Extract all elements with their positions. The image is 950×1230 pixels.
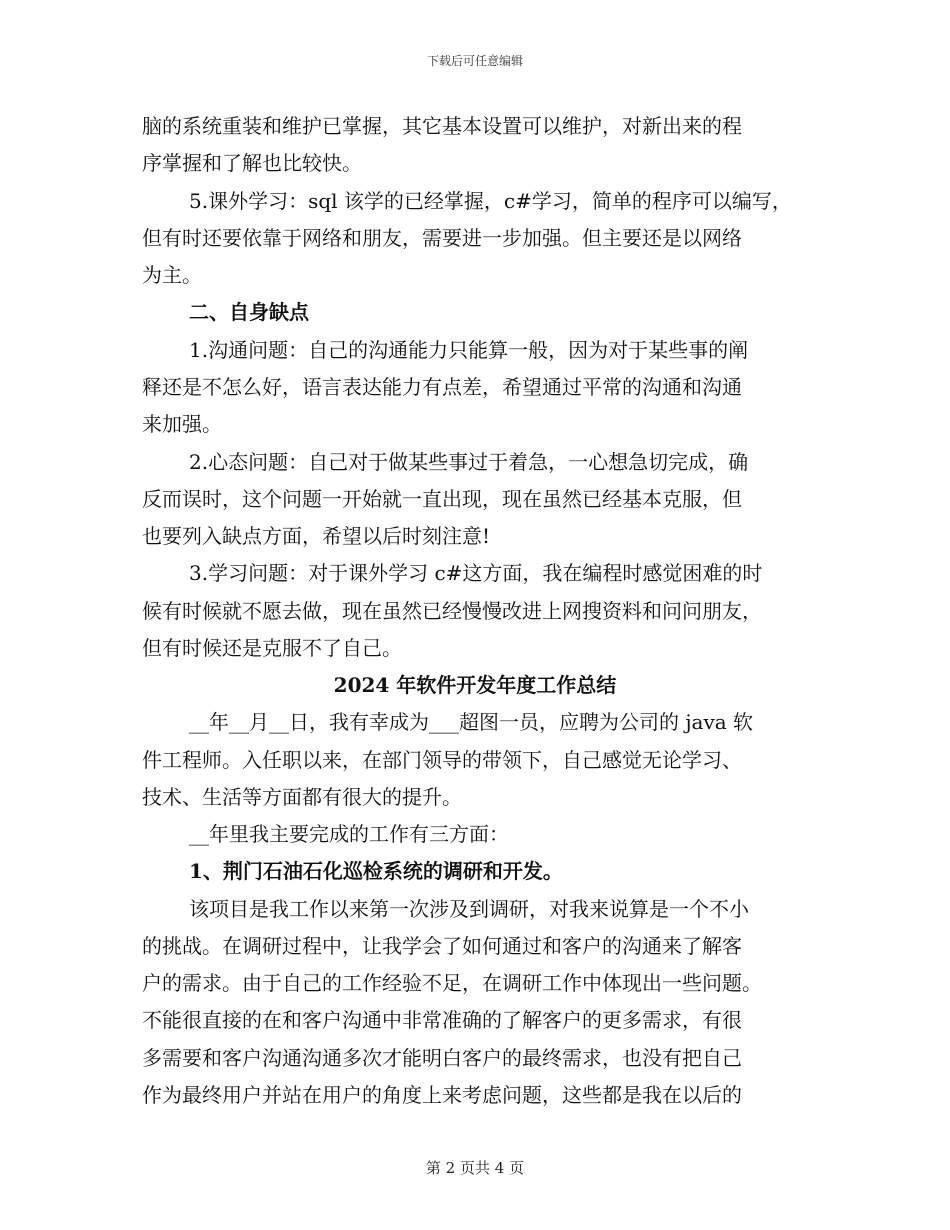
paragraph-line: 但有时还要依靠于网络和朋友，需要进一步加强。但主要还是以网络 — [142, 226, 742, 250]
paragraph-line: 反而误时，这个问题一开始就一直出现，现在虽然已经基本克服，但 — [142, 487, 742, 511]
paragraph-line: 的挑战。在调研过程中，让我学会了如何通过和客户的沟通来了解客 — [142, 934, 742, 958]
paragraph-line: 1.沟通问题：自己的沟通能力只能算一般，因为对于某些事的阐 — [189, 338, 749, 362]
paragraph-line: 脑的系统重装和维护已掌握，其它基本设置可以维护，对新出来的程 — [142, 114, 742, 138]
paragraph-line: 但有时候还是克服不了自己。 — [142, 636, 402, 660]
section-heading: 二、自身缺点 — [189, 300, 309, 324]
paragraph-line: 该项目是我工作以来第一次涉及到调研，对我来说算是一个不小 — [189, 897, 749, 921]
page-header: 下载后可任意编辑 — [426, 54, 523, 68]
paragraph-line: __年__月__日，我有幸成为___超图一员，应聘为公司的 java 软 — [189, 710, 754, 734]
paragraph-line: 多需要和客户沟通沟通多次才能明白客户的最终需求，也没有把自己 — [142, 1046, 742, 1070]
page-footer: 第 2 页共 4 页 — [425, 1159, 525, 1177]
paragraph-line: 释还是不怎么好，语言表达能力有点差，希望通过平常的沟通和沟通 — [142, 375, 742, 399]
section-heading: 1、荆门石油石化巡检系统的调研和开发。 — [189, 859, 563, 883]
paragraph-line: 也要列入缺点方面，希望以后时刻注意! — [142, 524, 491, 548]
document-title: 2024 年软件开发年度工作总结 — [333, 673, 617, 697]
paragraph-line: 来加强。 — [142, 412, 222, 436]
paragraph-line: 2.心态问题：自己对于做某些事过于着急，一心想急切完成，确 — [189, 450, 749, 474]
paragraph-line: 为主。 — [142, 263, 202, 287]
paragraph-line: 件工程师。入任职以来，在部门领导的带领下，自己感觉无论学习、 — [142, 748, 742, 772]
paragraph-line: 序掌握和了解也比较快。 — [142, 151, 362, 175]
paragraph-line: 作为最终用户并站在用户的角度上来考虑问题，这些都是我在以后的 — [142, 1083, 742, 1107]
paragraph-line: __年里我主要完成的工作有三方面： — [189, 822, 509, 846]
paragraph-line: 不能很直接的在和客户沟通中非常准确的了解客户的更多需求，有很 — [142, 1008, 742, 1032]
paragraph-line: 户的需求。由于自己的工作经验不足，在调研工作中体现出一些问题。 — [142, 971, 762, 995]
paragraph-line: 5.课外学习：sql 该学的已经掌握，c#学习，简单的程序可以编写， — [189, 189, 792, 213]
paragraph-line: 技术、生活等方面都有很大的提升。 — [142, 785, 462, 809]
paragraph-line: 3.学习问题：对于课外学习 c#这方面，我在编程时感觉困难的时 — [189, 561, 763, 585]
paragraph-line: 候有时候就不愿去做，现在虽然已经慢慢改进上网搜资料和问问朋友， — [142, 599, 762, 623]
